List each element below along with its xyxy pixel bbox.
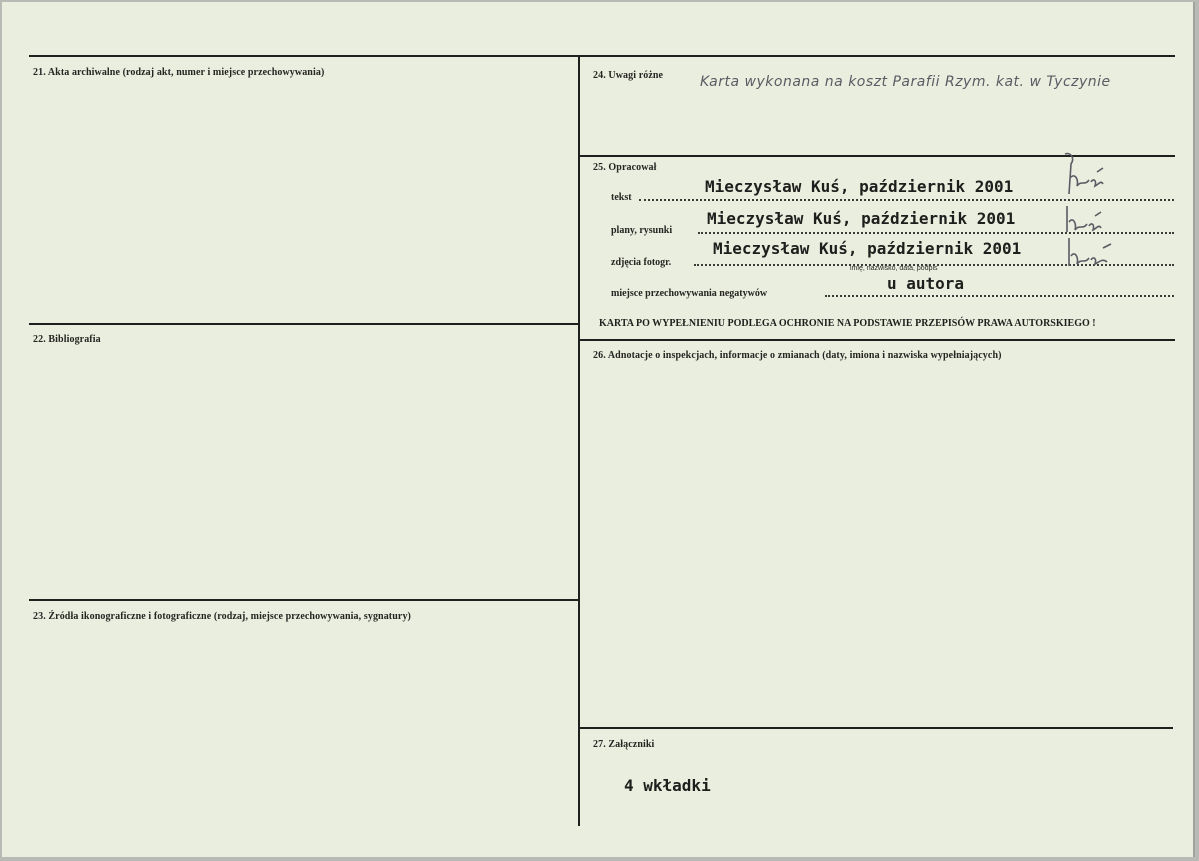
negatywy-label: miejsce przechowywania negatywów xyxy=(611,288,768,299)
zalaczniki-value: 4 wkładki xyxy=(624,776,711,795)
left-rule-zrodla xyxy=(29,599,580,601)
opracowal-label: 25. Opracował xyxy=(593,162,657,173)
negatywy-dotted-line xyxy=(825,295,1174,297)
top-rule xyxy=(29,55,1175,57)
left-rule-bibliografia xyxy=(29,323,580,325)
name-date-signature-caption: imię, nazwisko, data, podpis xyxy=(850,265,938,272)
column-divider xyxy=(578,55,580,826)
signature-zdjecia xyxy=(1057,234,1117,274)
right-rule-adnotacje xyxy=(580,339,1175,341)
plany-rysunki-label: plany, rysunki xyxy=(611,225,673,236)
right-rule-zalaczniki xyxy=(580,727,1173,729)
bibliografia-label: 22. Bibliografia xyxy=(33,334,101,345)
zrodla-ikonograficzne-label: 23. Źródła ikonograficzne i fotograficzne (rodzaj, miejsce przechowywania, sygnatury) xyxy=(33,611,411,622)
zdjecia-fotogr-value: Mieczysław Kuś, październik 2001 xyxy=(713,239,1022,258)
signature-tekst xyxy=(1057,150,1117,200)
akta-archiwalne-label: 21. Akta archiwalne (rodzaj akt, numer i miejsce przechowywania) xyxy=(33,67,325,78)
zalaczniki-label: 27. Załączniki xyxy=(593,739,655,750)
zdjecia-fotogr-label: zdjęcia fotogr. xyxy=(611,257,672,268)
plany-rysunki-value: Mieczysław Kuś, październik 2001 xyxy=(707,209,1016,228)
uwagi-rozne-handwritten-value: Karta wykonana na koszt Parafii Rzym. kat. w Tyczynie xyxy=(700,74,1111,90)
tekst-value: Mieczysław Kuś, październik 2001 xyxy=(705,177,1014,196)
negatywy-value: u autora xyxy=(887,274,965,293)
adnotacje-label: 26. Adnotacje o inspekcjach, informacje o zmianach (daty, imiona i nazwiska wypełniających) xyxy=(593,350,1002,361)
record-card-back xyxy=(2,2,1195,857)
tekst-label: tekst xyxy=(611,192,632,203)
copyright-warning: KARTA PO WYPEŁNIENIU PODLEGA OCHRONIE NA PODSTAWIE PRZEPISÓW PRAWA AUTORSKIEGO ! xyxy=(599,318,1096,329)
uwagi-rozne-label: 24. Uwagi różne xyxy=(593,70,664,81)
